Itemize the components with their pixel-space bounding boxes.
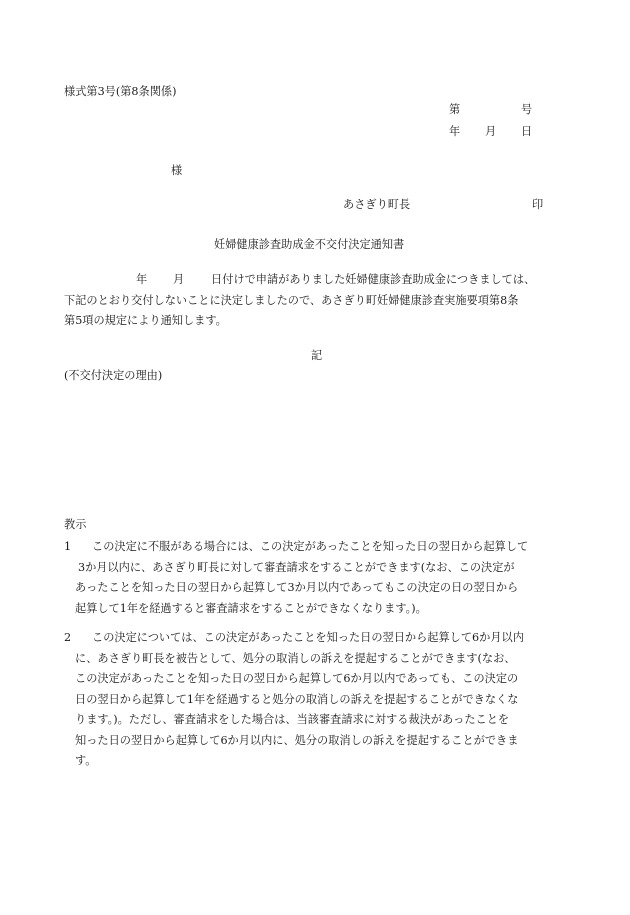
form-label: 様式第3号(第8条関係) (64, 85, 177, 98)
document-title: 妊婦健康診査助成金不交付決定通知書 (214, 238, 405, 251)
number-prefix: 第 (449, 103, 461, 116)
intro-line-3: 第5項の規定により通知します。 (64, 314, 227, 327)
ki-heading: 記 (311, 349, 323, 362)
notice-item-2-number: 2 (64, 631, 72, 644)
notice-item-1-line: この決定に不服がある場合には、この決定があったことを知った日の翌日から起算して (92, 540, 529, 553)
date-year: 年 (449, 125, 461, 138)
notice-heading: 教示 (64, 518, 87, 531)
notice-item-1-line: 起算して1年を経過すると審査請求をすることができなくなります。)。 (75, 601, 427, 615)
intro-month: 月 (173, 273, 185, 286)
seal-mark: 印 (532, 198, 544, 211)
notice-item-1-line: 3か月以内に、あさぎり町長に対して審査請求をすることができます(なお、この決定が (78, 560, 515, 574)
notice-item-2-line: 日の翌日から起算して1年を経過すると処分の取消しの訴えを提起することができなくな (75, 692, 519, 706)
intro-year: 年 (136, 273, 148, 286)
intro-paragraph (64, 270, 564, 332)
issuer-name: あさぎり町長 (343, 198, 411, 211)
number-suffix: 号 (521, 103, 533, 116)
notice-item-2-line: この決定については、この決定があったことを知った日の翌日から起算して6か月以内 (92, 631, 524, 644)
date-month: 月 (485, 125, 497, 138)
notice-item-2-line: 知った日の翌日から起算して6か月以内に、処分の取消しの訴えを提起することができま (75, 733, 519, 747)
intro-line-2: 下記のとおり交付しないことに決定しましたので、あさぎり町妊婦健康診査実施要項第8条 (64, 293, 519, 307)
date-day: 日 (521, 125, 533, 138)
notice-item-1-number: 1 (64, 540, 72, 553)
notice-item-2-line: に、あさぎり町長を被告として、処分の取消しの訴えを提起することができます(なお、 (75, 651, 516, 665)
notice-item-2-line: この決定があったことを知った日の翌日から起算して6か月以内であっても、この決定の (75, 672, 519, 685)
notice-item-2 (64, 628, 564, 772)
intro-line-1: 日付けで申請がありました妊婦健康診査助成金につきましては、 (211, 273, 536, 286)
notice-item-2-line: す。 (75, 754, 97, 767)
notice-item-2-line: ります。)。ただし、審査請求をした場合は、当該審査請求に対する裁決があったことを (75, 713, 510, 726)
reason-label: (不交付決定の理由) (64, 369, 163, 382)
addressee-suffix: 様 (171, 164, 183, 177)
notice-item-1 (64, 537, 564, 619)
notice-item-1-line: あったことを知った日の翌日から起算して3か月以内であってもこの決定の日の翌日から (75, 581, 519, 594)
